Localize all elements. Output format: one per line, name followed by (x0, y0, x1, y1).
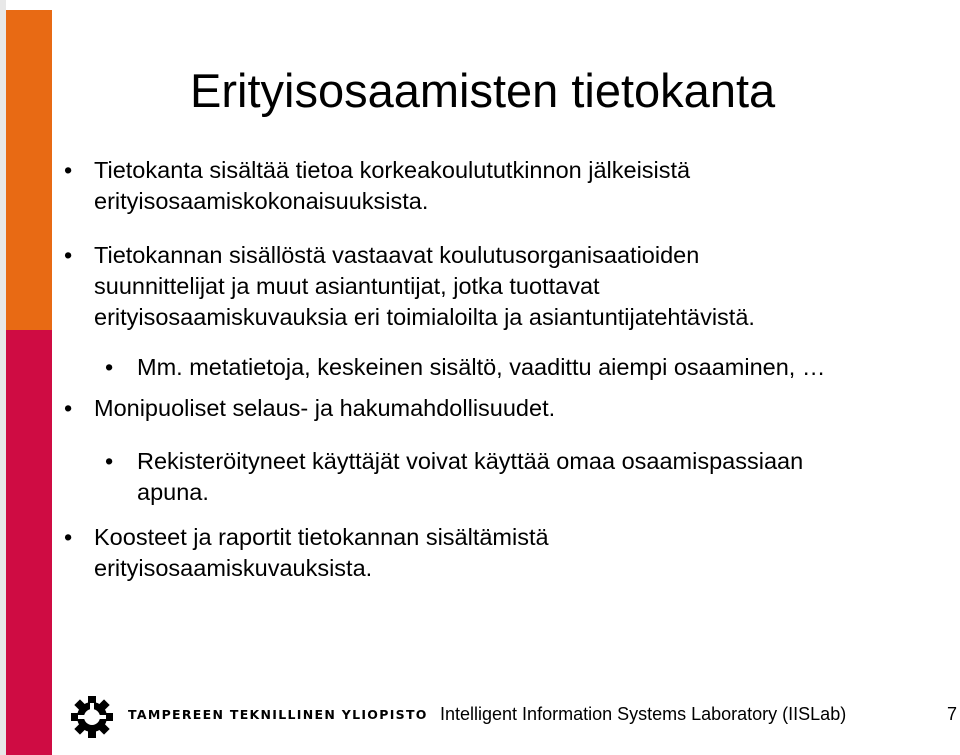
bullet-line: Tietokannan sisällöstä vastaavat koulutusorganisaatioiden (94, 242, 700, 268)
bullet-line: erityisosaamiskokonaisuuksista. (94, 188, 429, 214)
bullet-dot: • (64, 395, 73, 421)
decorative-sidebar (0, 0, 52, 755)
sidebar-orange-band (6, 0, 52, 330)
bullet-dot: • (64, 242, 73, 268)
footer-lab-name: Intelligent Information Systems Laboratory (IISLab) (440, 704, 847, 724)
university-logo-text: TAMPEREEN TEKNILLINEN YLIOPISTO (128, 707, 428, 722)
page-number: 7 (947, 704, 958, 724)
bullet-item (64, 240, 755, 333)
bullet-line: Mm. metatietoja, keskeinen sisältö, vaadittu aiempi osaaminen, … (137, 354, 826, 380)
bullet-dot: • (64, 157, 73, 183)
slide-title: Erityisosaamisten tietokanta (190, 64, 776, 117)
bullet-line: Monipuoliset selaus- ja hakumahdollisuudet. (94, 395, 556, 421)
bullet-item (64, 393, 556, 424)
bullet-line: Koosteet ja raportit tietokannan sisältämistä (94, 524, 549, 550)
bullet-line: Tietokanta sisältää tietoa korkeakoulututkinnon jälkeisistä (94, 157, 691, 183)
bullet-item (64, 155, 691, 217)
bullet-dot: • (64, 524, 73, 550)
bullet-line: erityisosaamiskuvauksista. (94, 555, 373, 581)
bullet-item (64, 522, 549, 584)
sub-bullet-item (105, 352, 826, 383)
sub-bullet-item (105, 446, 804, 508)
bullet-line: apuna. (137, 479, 209, 505)
sidebar-crimson-band (6, 330, 52, 755)
bullet-dot: • (105, 448, 114, 474)
bullet-dot: • (105, 354, 114, 380)
sidebar-top-gap (6, 0, 52, 10)
bullet-line: suunnittelijat ja muut asiantuntijat, jotka tuottavat (94, 273, 600, 299)
tut-gear-logo-icon (68, 693, 116, 741)
bullet-line: erityisosaamiskuvauksia eri toimialoilta ja asiantuntijatehtävistä. (94, 304, 755, 330)
bullet-line: Rekisteröityneet käyttäjät voivat käyttää omaa osaamispassiaan (137, 448, 804, 474)
